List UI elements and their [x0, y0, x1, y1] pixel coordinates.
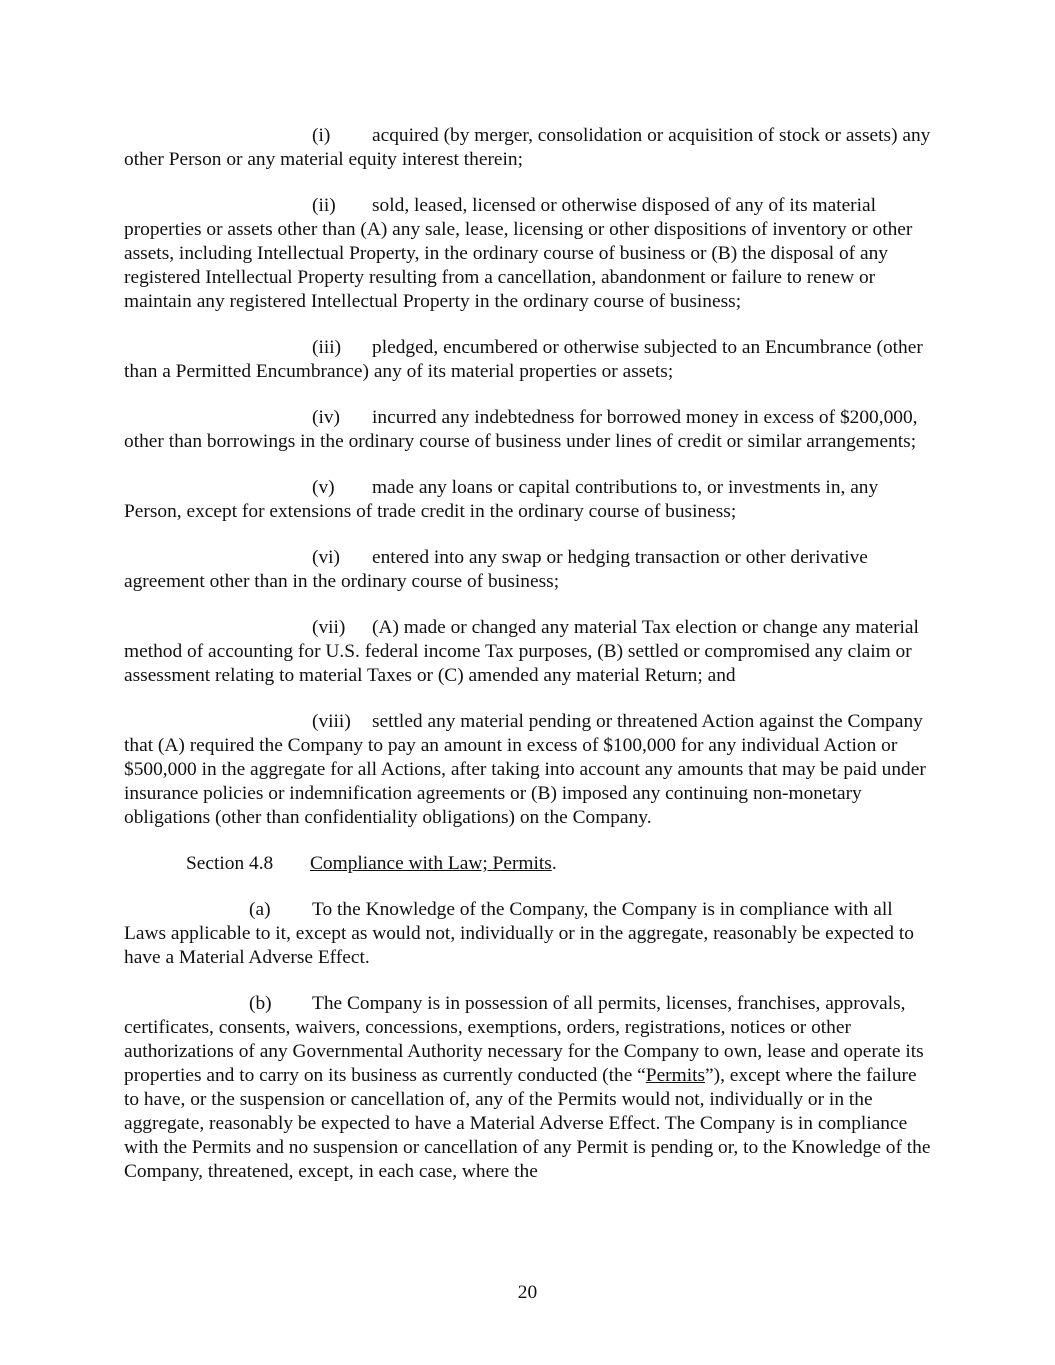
- clause-lead-text: settled any material pending or threatened Action against the: [372, 711, 843, 732]
- clause-vii: [124, 616, 936, 688]
- section-title: Compliance with Law; Permits: [310, 853, 552, 874]
- clause-number: (iv): [312, 407, 340, 428]
- subsection-number: (b): [249, 993, 272, 1014]
- clause-body-text: properties or assets other than (A) any sale, lease, licensing or other dispositions of inventory or other assets, including Intellectual Property, in the ordinary course of business or (B) the disposal of any registered Intellectual Property resulting from a cancellation, abandonment or failure to renew or maintain any registered Intellectual Property in the ordinary course of business;: [124, 219, 913, 312]
- section-heading: [124, 852, 936, 876]
- clause-number: (vii): [312, 617, 346, 638]
- page-number: 20: [517, 1282, 538, 1303]
- subsection-body-text-continued: ”), except where the failure to have, or the suspension or cancellation of, any of the Permits would not, individually or in the aggregate, reasonably be expected to have a Material Adverse Effect. The Company is in compliance with the Permits and no suspension or cancellation of any Permit is pending or, to the Knowledge of the Company, threatened, except, in each case, where the: [124, 1065, 931, 1182]
- clause-lead-text: incurred any indebtedness for borrowed money in excess of: [372, 407, 836, 428]
- subsection-b: [124, 992, 936, 1184]
- clause-lead-text: made any loans or capital contributions to, or investments in, any: [372, 477, 879, 498]
- clause-lead-text: sold, leased, licensed or otherwise disposed of any of its material: [372, 195, 877, 216]
- clause-viii: [124, 710, 936, 830]
- document-page: [124, 124, 936, 1206]
- clause-body-text: assets) any other Person or any material equity interest therein;: [124, 125, 931, 170]
- clause-number: (ii): [312, 195, 336, 216]
- clause-vi: [124, 546, 936, 594]
- clause-body-text: Company that (A) required the Company to pay an amount in excess of $100,000 for any individual Action or $500,000 in the aggregate for all Actions, after taking into account any amounts that may be paid under insurance policies or indemnification agreements or (B) imposed any continuing non-monetary obligations (other than confidentiality obligations) on the Company.: [124, 711, 926, 828]
- clause-number: (v): [312, 477, 335, 498]
- clause-i: [124, 124, 936, 172]
- clause-lead-text: entered into any swap or hedging transaction or other derivative: [372, 547, 868, 568]
- clause-body-text: Person, except for extensions of trade credit in the ordinary course of business;: [124, 501, 737, 522]
- clause-body-text: material method of accounting for U.S. federal income Tax purposes, (B) settled or compromised any claim or assessment relating to material Taxes or (C) amended any material Return; and: [124, 617, 919, 686]
- subsection-body-text: approvals, certificates, consents, waivers, concessions, exemptions, orders, registrations, notices or other authorizations of any Governmental Authority necessary for the Company to own, lease and operate its properties and to carry on its business as currently conducted (the “: [124, 993, 924, 1086]
- clause-body-text: (other than a Permitted Encumbrance) any of its material properties or assets;: [124, 337, 923, 382]
- clause-ii: [124, 194, 936, 314]
- clause-number: (vi): [312, 547, 340, 568]
- subsection-a: [124, 898, 936, 970]
- subsection-lead-text: The Company is in possession of all permits, licenses, franchises,: [312, 993, 821, 1014]
- clause-iii: [124, 336, 936, 384]
- clause-lead-text: (A) made or changed any material Tax election or change any: [372, 617, 851, 638]
- clause-body-text: $200,000, other than borrowings in the ordinary course of business under lines of credit or similar arrangements;: [124, 407, 918, 452]
- subsection-number: (a): [249, 899, 271, 920]
- subsection-body-text: all Laws applicable to it, except as would not, individually or in the aggregate, reasonably be expected to have a Material Adverse Effect.: [124, 899, 914, 968]
- clause-number: (iii): [312, 337, 342, 358]
- section-title-suffix: .: [551, 853, 557, 874]
- clause-iv: [124, 406, 936, 454]
- clause-number: (viii): [312, 711, 351, 732]
- clause-number: (i): [312, 125, 331, 146]
- section-number: Section 4.8: [186, 853, 274, 874]
- defined-term-permits: Permits: [645, 1065, 706, 1086]
- clause-body-text: agreement other than in the ordinary course of business;: [124, 571, 560, 592]
- clause-v: [124, 476, 936, 524]
- subsection-lead-text: To the Knowledge of the Company, the Company is in compliance with: [312, 899, 869, 920]
- clause-lead-text: acquired (by merger, consolidation or acquisition of stock or: [372, 125, 841, 146]
- clause-lead-text: pledged, encumbered or otherwise subjected to an Encumbrance: [372, 337, 872, 358]
